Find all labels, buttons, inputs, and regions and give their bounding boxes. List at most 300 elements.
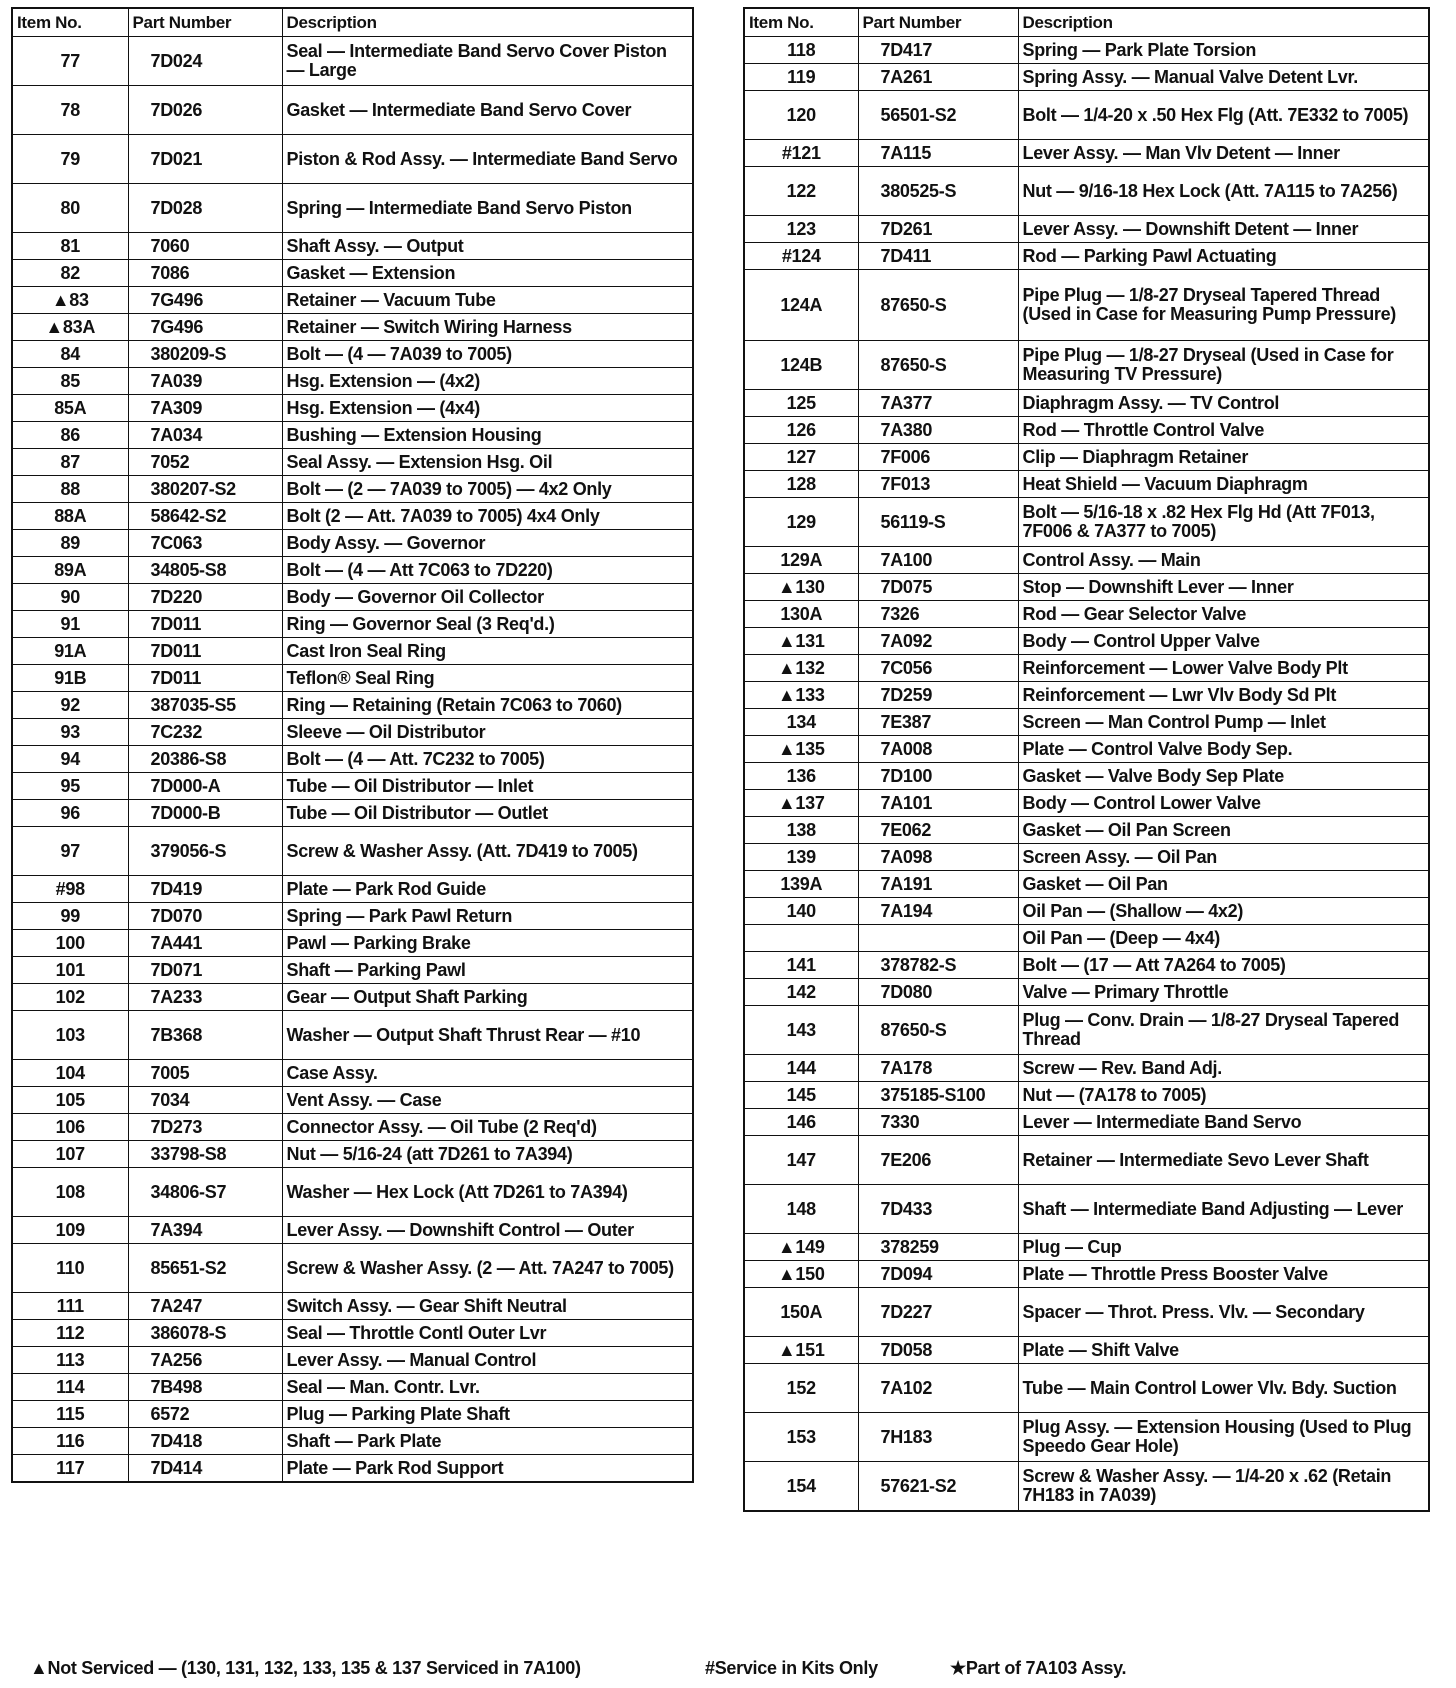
item-no-cell: 109 <box>12 1217 128 1244</box>
part-number-cell <box>858 925 1018 952</box>
item-no-cell: 85A <box>12 395 128 422</box>
part-number-cell: 7A178 <box>858 1055 1018 1082</box>
item-no-cell: ▲131 <box>744 628 858 655</box>
part-number-cell: 20386-S8 <box>128 746 282 773</box>
table-row <box>744 37 1429 64</box>
table-row <box>744 1288 1429 1337</box>
part-number-cell: 6572 <box>128 1401 282 1428</box>
table-row <box>12 557 693 584</box>
item-no-cell: 144 <box>744 1055 858 1082</box>
part-number-cell: 379056-S <box>128 827 282 876</box>
table-row <box>744 844 1429 871</box>
part-number-cell: 7F013 <box>858 471 1018 498</box>
description-cell: Pawl — Parking Brake <box>282 930 693 957</box>
item-no-cell: 118 <box>744 37 858 64</box>
item-no-cell: 85 <box>12 368 128 395</box>
part-number-cell: 7D011 <box>128 638 282 665</box>
description-cell: Retainer — Intermediate Sevo Lever Shaft <box>1018 1136 1429 1185</box>
description-cell: Body — Governor Oil Collector <box>282 584 693 611</box>
table-row <box>12 314 693 341</box>
table-row <box>12 1401 693 1428</box>
table-row <box>12 422 693 449</box>
table-row <box>12 1011 693 1060</box>
item-no-cell <box>744 925 858 952</box>
description-cell: Bolt — 5/16-18 x .82 Hex Flg Hd (Att 7F013, 7F006 & 7A377 to 7005) <box>1018 498 1429 547</box>
table-row <box>12 449 693 476</box>
table-row <box>744 270 1429 341</box>
table-row <box>12 1320 693 1347</box>
header-item-no: Item No. <box>744 8 858 37</box>
header-part-number: Part Number <box>858 8 1018 37</box>
part-number-cell: 34806-S7 <box>128 1168 282 1217</box>
table-row <box>744 167 1429 216</box>
item-no-cell: 115 <box>12 1401 128 1428</box>
description-cell: Spring — Intermediate Band Servo Piston <box>282 184 693 233</box>
description-cell: Cast Iron Seal Ring <box>282 638 693 665</box>
part-number-cell: 7C232 <box>128 719 282 746</box>
item-no-cell: 100 <box>12 930 128 957</box>
table-row <box>744 1082 1429 1109</box>
part-number-cell: 7A233 <box>128 984 282 1011</box>
item-no-cell: 112 <box>12 1320 128 1347</box>
table-row <box>744 979 1429 1006</box>
part-number-cell: 7086 <box>128 260 282 287</box>
table-row <box>744 1055 1429 1082</box>
item-no-cell: 105 <box>12 1087 128 1114</box>
item-no-cell: 90 <box>12 584 128 611</box>
item-no-cell: 96 <box>12 800 128 827</box>
header-description: Description <box>282 8 693 37</box>
part-number-cell: 7A261 <box>858 64 1018 91</box>
item-no-cell: 91 <box>12 611 128 638</box>
description-cell: Vent Assy. — Case <box>282 1087 693 1114</box>
description-cell: Body — Control Lower Valve <box>1018 790 1429 817</box>
part-number-cell: 7B498 <box>128 1374 282 1401</box>
part-number-cell: 7G496 <box>128 287 282 314</box>
description-cell: Plate — Park Rod Support <box>282 1455 693 1483</box>
description-cell: Seal — Intermediate Band Servo Cover Piston — Large <box>282 37 693 86</box>
item-no-cell: 127 <box>744 444 858 471</box>
part-number-cell: 7H183 <box>858 1413 1018 1462</box>
part-number-cell: 85651-S2 <box>128 1244 282 1293</box>
item-no-cell: 117 <box>12 1455 128 1483</box>
table-row <box>12 1293 693 1320</box>
part-number-cell: 7A101 <box>858 790 1018 817</box>
description-cell: Gear — Output Shaft Parking <box>282 984 693 1011</box>
item-no-cell: 84 <box>12 341 128 368</box>
part-number-cell: 7D011 <box>128 611 282 638</box>
table-row <box>12 1087 693 1114</box>
part-number-cell: 7D070 <box>128 903 282 930</box>
part-number-cell: 56501-S2 <box>858 91 1018 140</box>
description-cell: Plug Assy. — Extension Housing (Used to Plug Speedo Gear Hole) <box>1018 1413 1429 1462</box>
table-row <box>12 746 693 773</box>
item-no-cell: ▲151 <box>744 1337 858 1364</box>
table-row <box>12 665 693 692</box>
part-number-cell: 7A191 <box>858 871 1018 898</box>
description-cell: Seal — Man. Contr. Lvr. <box>282 1374 693 1401</box>
item-no-cell: 120 <box>744 91 858 140</box>
part-number-cell: 7A115 <box>858 140 1018 167</box>
description-cell: Screen Assy. — Oil Pan <box>1018 844 1429 871</box>
table-row <box>744 216 1429 243</box>
description-cell: Lever — Intermediate Band Servo <box>1018 1109 1429 1136</box>
table-row <box>12 287 693 314</box>
table-row <box>744 871 1429 898</box>
part-number-cell: 7E062 <box>858 817 1018 844</box>
parts-table-right-body <box>744 37 1429 1512</box>
description-cell: Spring — Park Plate Torsion <box>1018 37 1429 64</box>
item-no-cell: 148 <box>744 1185 858 1234</box>
part-number-cell: 7E206 <box>858 1136 1018 1185</box>
table-row <box>12 719 693 746</box>
table-row <box>744 763 1429 790</box>
table-row <box>744 817 1429 844</box>
description-cell: Oil Pan — (Shallow — 4x2) <box>1018 898 1429 925</box>
item-no-cell: 92 <box>12 692 128 719</box>
description-cell: Shaft Assy. — Output <box>282 233 693 260</box>
description-cell: Bolt — (17 — Att 7A264 to 7005) <box>1018 952 1429 979</box>
parts-table-left-body <box>12 37 693 1483</box>
item-no-cell: 129A <box>744 547 858 574</box>
description-cell: Screw & Washer Assy. (2 — Att. 7A247 to 7005) <box>282 1244 693 1293</box>
description-cell: Seal Assy. — Extension Hsg. Oil <box>282 449 693 476</box>
item-no-cell: 93 <box>12 719 128 746</box>
table-row <box>12 37 693 86</box>
part-number-cell: 378259 <box>858 1234 1018 1261</box>
part-number-cell: 34805-S8 <box>128 557 282 584</box>
part-number-cell: 7A380 <box>858 417 1018 444</box>
item-no-cell: 139 <box>744 844 858 871</box>
table-row <box>12 876 693 903</box>
table-row <box>12 260 693 287</box>
part-number-cell: 375185-S100 <box>858 1082 1018 1109</box>
table-row <box>744 1364 1429 1413</box>
item-no-cell: 107 <box>12 1141 128 1168</box>
part-number-cell: 7D024 <box>128 37 282 86</box>
description-cell: Case Assy. <box>282 1060 693 1087</box>
table-row <box>12 903 693 930</box>
item-no-cell: 141 <box>744 952 858 979</box>
item-no-cell: 139A <box>744 871 858 898</box>
part-number-cell: 7326 <box>858 601 1018 628</box>
table-row <box>12 1455 693 1483</box>
description-cell: Screw — Rev. Band Adj. <box>1018 1055 1429 1082</box>
item-no-cell: 153 <box>744 1413 858 1462</box>
table-row <box>744 655 1429 682</box>
item-no-cell: 128 <box>744 471 858 498</box>
table-row <box>12 530 693 557</box>
part-number-cell: 387035-S5 <box>128 692 282 719</box>
description-cell: Valve — Primary Throttle <box>1018 979 1429 1006</box>
description-cell: Screen — Man Control Pump — Inlet <box>1018 709 1429 736</box>
table-row <box>12 1060 693 1087</box>
description-cell: Shaft — Intermediate Band Adjusting — Lever <box>1018 1185 1429 1234</box>
item-no-cell: ▲132 <box>744 655 858 682</box>
description-cell: Hsg. Extension — (4x2) <box>282 368 693 395</box>
parts-table-right <box>743 7 1430 1512</box>
description-cell: Hsg. Extension — (4x4) <box>282 395 693 422</box>
table-row <box>12 233 693 260</box>
table-row <box>12 1244 693 1293</box>
part-number-cell: 87650-S <box>858 1006 1018 1055</box>
description-cell: Body — Control Upper Valve <box>1018 628 1429 655</box>
part-number-cell: 7D417 <box>858 37 1018 64</box>
table-row <box>744 1261 1429 1288</box>
description-cell: Spacer — Throt. Press. Vlv. — Secondary <box>1018 1288 1429 1337</box>
description-cell: Bolt — (2 — 7A039 to 7005) — 4x2 Only <box>282 476 693 503</box>
part-number-cell: 57621-S2 <box>858 1462 1018 1512</box>
item-no-cell: ▲133 <box>744 682 858 709</box>
item-no-cell: 138 <box>744 817 858 844</box>
description-cell: Diaphragm Assy. — TV Control <box>1018 390 1429 417</box>
part-number-cell: 7D259 <box>858 682 1018 709</box>
table-row <box>744 790 1429 817</box>
table-row <box>744 601 1429 628</box>
description-cell: Screw & Washer Assy. — 1/4-20 x .62 (Retain 7H183 in 7A039) <box>1018 1462 1429 1512</box>
description-cell: Tube — Oil Distributor — Outlet <box>282 800 693 827</box>
table-row <box>744 140 1429 167</box>
part-number-cell: 56119-S <box>858 498 1018 547</box>
table-row <box>744 1462 1429 1512</box>
description-cell: Connector Assy. — Oil Tube (2 Req'd) <box>282 1114 693 1141</box>
item-no-cell: 106 <box>12 1114 128 1141</box>
item-no-cell: 130A <box>744 601 858 628</box>
item-no-cell: 79 <box>12 135 128 184</box>
footnotes <box>30 1658 1430 1682</box>
table-row <box>744 64 1429 91</box>
item-no-cell: 119 <box>744 64 858 91</box>
description-cell: Pipe Plug — 1/8-27 Dryseal (Used in Case for Measuring TV Pressure) <box>1018 341 1429 390</box>
item-no-cell: 95 <box>12 773 128 800</box>
description-cell: Rod — Throttle Control Valve <box>1018 417 1429 444</box>
part-number-cell: 380209-S <box>128 341 282 368</box>
part-number-cell: 7A100 <box>858 547 1018 574</box>
description-cell: Spring — Park Pawl Return <box>282 903 693 930</box>
part-number-cell: 7A034 <box>128 422 282 449</box>
part-number-cell: 87650-S <box>858 341 1018 390</box>
table-row <box>744 1185 1429 1234</box>
item-no-cell: 88A <box>12 503 128 530</box>
table-row <box>12 1217 693 1244</box>
item-no-cell: 99 <box>12 903 128 930</box>
table-row <box>744 1234 1429 1261</box>
table-row <box>744 1006 1429 1055</box>
part-number-cell: 7D419 <box>128 876 282 903</box>
item-no-cell: #124 <box>744 243 858 270</box>
item-no-cell: ▲83 <box>12 287 128 314</box>
description-cell: Plug — Cup <box>1018 1234 1429 1261</box>
table-row <box>12 800 693 827</box>
part-number-cell: 7G496 <box>128 314 282 341</box>
description-cell: Stop — Downshift Lever — Inner <box>1018 574 1429 601</box>
description-cell: Lever Assy. — Downshift Detent — Inner <box>1018 216 1429 243</box>
table-row <box>12 1347 693 1374</box>
table-row <box>744 498 1429 547</box>
description-cell: Bolt (2 — Att. 7A039 to 7005) 4x4 Only <box>282 503 693 530</box>
table-row <box>744 574 1429 601</box>
table-row <box>744 547 1429 574</box>
description-cell: Ring — Retaining (Retain 7C063 to 7060) <box>282 692 693 719</box>
description-cell: Shaft — Parking Pawl <box>282 957 693 984</box>
part-number-cell: 7D261 <box>858 216 1018 243</box>
item-no-cell: 113 <box>12 1347 128 1374</box>
table-row <box>744 1109 1429 1136</box>
description-cell: Bolt — 1/4-20 x .50 Hex Flg (Att. 7E332 to 7005) <box>1018 91 1429 140</box>
item-no-cell: 142 <box>744 979 858 1006</box>
item-no-cell: #98 <box>12 876 128 903</box>
item-no-cell: #121 <box>744 140 858 167</box>
part-number-cell: 380207-S2 <box>128 476 282 503</box>
item-no-cell: ▲137 <box>744 790 858 817</box>
part-number-cell: 378782-S <box>858 952 1018 979</box>
part-number-cell: 7D000-A <box>128 773 282 800</box>
item-no-cell: 123 <box>744 216 858 243</box>
item-no-cell: 152 <box>744 1364 858 1413</box>
description-cell: Lever Assy. — Manual Control <box>282 1347 693 1374</box>
item-no-cell: 114 <box>12 1374 128 1401</box>
part-number-cell: 7A377 <box>858 390 1018 417</box>
description-cell: Control Assy. — Main <box>1018 547 1429 574</box>
table-row <box>12 827 693 876</box>
description-cell: Piston & Rod Assy. — Intermediate Band Servo <box>282 135 693 184</box>
table-row <box>12 584 693 611</box>
part-number-cell: 7330 <box>858 1109 1018 1136</box>
description-cell: Plate — Park Rod Guide <box>282 876 693 903</box>
part-number-cell: 58642-S2 <box>128 503 282 530</box>
description-cell: Switch Assy. — Gear Shift Neutral <box>282 1293 693 1320</box>
item-no-cell: 82 <box>12 260 128 287</box>
part-number-cell: 7A092 <box>858 628 1018 655</box>
item-no-cell: 77 <box>12 37 128 86</box>
part-number-cell: 380525-S <box>858 167 1018 216</box>
description-cell: Retainer — Switch Wiring Harness <box>282 314 693 341</box>
part-number-cell: 7D414 <box>128 1455 282 1483</box>
item-no-cell: 124A <box>744 270 858 341</box>
part-number-cell: 7005 <box>128 1060 282 1087</box>
table-row <box>12 984 693 1011</box>
item-no-cell: 86 <box>12 422 128 449</box>
part-number-cell: 7A309 <box>128 395 282 422</box>
table-row <box>12 86 693 135</box>
table-row <box>744 1136 1429 1185</box>
table-row <box>12 1114 693 1141</box>
description-cell: Bolt — (4 — 7A039 to 7005) <box>282 341 693 368</box>
item-no-cell: 126 <box>744 417 858 444</box>
table-row <box>12 611 693 638</box>
part-number-cell: 7D094 <box>858 1261 1018 1288</box>
part-number-cell: 7A039 <box>128 368 282 395</box>
table-row <box>744 341 1429 390</box>
part-number-cell: 7D028 <box>128 184 282 233</box>
item-no-cell: ▲149 <box>744 1234 858 1261</box>
item-no-cell: 110 <box>12 1244 128 1293</box>
part-number-cell: 7A008 <box>858 736 1018 763</box>
item-no-cell: 101 <box>12 957 128 984</box>
item-no-cell: 140 <box>744 898 858 925</box>
part-number-cell: 7D220 <box>128 584 282 611</box>
item-no-cell: 81 <box>12 233 128 260</box>
part-number-cell: 7A102 <box>858 1364 1018 1413</box>
description-cell: Gasket — Valve Body Sep Plate <box>1018 763 1429 790</box>
part-number-cell: 7D433 <box>858 1185 1018 1234</box>
item-no-cell: 89 <box>12 530 128 557</box>
table-row <box>744 952 1429 979</box>
part-number-cell: 7D021 <box>128 135 282 184</box>
description-cell: Shaft — Park Plate <box>282 1428 693 1455</box>
description-cell: Tube — Main Control Lower Vlv. Bdy. Suction <box>1018 1364 1429 1413</box>
description-cell: Gasket — Intermediate Band Servo Cover <box>282 86 693 135</box>
description-cell: Teflon® Seal Ring <box>282 665 693 692</box>
item-no-cell: 147 <box>744 1136 858 1185</box>
item-no-cell: 124B <box>744 341 858 390</box>
description-cell: Retainer — Vacuum Tube <box>282 287 693 314</box>
description-cell: Plate — Control Valve Body Sep. <box>1018 736 1429 763</box>
item-no-cell: ▲83A <box>12 314 128 341</box>
part-number-cell: 7D411 <box>858 243 1018 270</box>
item-no-cell: 125 <box>744 390 858 417</box>
item-no-cell: 146 <box>744 1109 858 1136</box>
table-row <box>744 91 1429 140</box>
part-number-cell: 7D227 <box>858 1288 1018 1337</box>
table-row <box>12 395 693 422</box>
header-row <box>12 8 693 37</box>
description-cell: Body Assy. — Governor <box>282 530 693 557</box>
description-cell: Plug — Conv. Drain — 1/8-27 Dryseal Tapered Thread <box>1018 1006 1429 1055</box>
item-no-cell: 94 <box>12 746 128 773</box>
table-row <box>744 390 1429 417</box>
description-cell: Tube — Oil Distributor — Inlet <box>282 773 693 800</box>
part-number-cell: 7B368 <box>128 1011 282 1060</box>
header-part-number: Part Number <box>128 8 282 37</box>
description-cell: Reinforcement — Lower Valve Body Plt <box>1018 655 1429 682</box>
part-number-cell: 7D100 <box>858 763 1018 790</box>
description-cell: Bushing — Extension Housing <box>282 422 693 449</box>
item-no-cell: 122 <box>744 167 858 216</box>
table-row <box>744 709 1429 736</box>
table-row <box>744 1337 1429 1364</box>
part-number-cell: 7D071 <box>128 957 282 984</box>
part-number-cell: 7A247 <box>128 1293 282 1320</box>
part-number-cell: 7D075 <box>858 574 1018 601</box>
description-cell: Sleeve — Oil Distributor <box>282 719 693 746</box>
table-row <box>744 925 1429 952</box>
item-no-cell: 154 <box>744 1462 858 1512</box>
part-number-cell: 7D058 <box>858 1337 1018 1364</box>
description-cell: Seal — Throttle Contl Outer Lvr <box>282 1320 693 1347</box>
item-no-cell: 150A <box>744 1288 858 1337</box>
item-no-cell: 116 <box>12 1428 128 1455</box>
item-no-cell: ▲130 <box>744 574 858 601</box>
footnote-service-in-kits: #Service in Kits Only <box>705 1658 878 1678</box>
part-number-cell: 87650-S <box>858 270 1018 341</box>
table-row <box>12 1374 693 1401</box>
part-number-cell: 33798-S8 <box>128 1141 282 1168</box>
table-row <box>12 773 693 800</box>
description-cell: Nut — 5/16-24 (att 7D261 to 7A394) <box>282 1141 693 1168</box>
description-cell: Gasket — Extension <box>282 260 693 287</box>
item-no-cell: 108 <box>12 1168 128 1217</box>
part-number-cell: 7A441 <box>128 930 282 957</box>
part-number-cell: 7060 <box>128 233 282 260</box>
parts-table-left <box>11 7 694 1483</box>
table-row <box>12 1141 693 1168</box>
item-no-cell: 136 <box>744 763 858 790</box>
description-cell: Heat Shield — Vacuum Diaphragm <box>1018 471 1429 498</box>
item-no-cell: 89A <box>12 557 128 584</box>
description-cell: Bolt — (4 — Att 7C063 to 7D220) <box>282 557 693 584</box>
part-number-cell: 7D080 <box>858 979 1018 1006</box>
